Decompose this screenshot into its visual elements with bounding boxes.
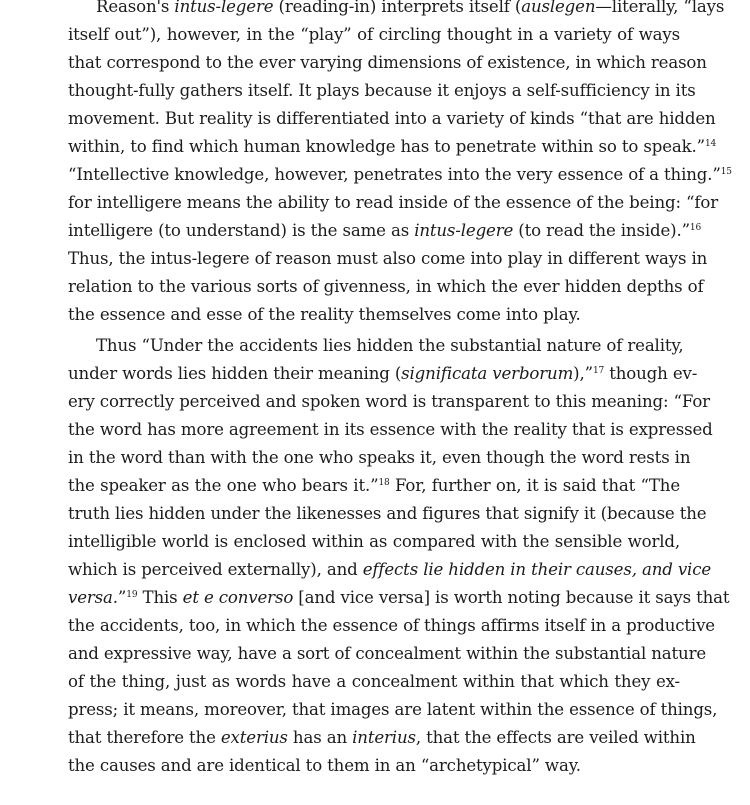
text-line: that therefore the exterius has an interius, that the effects are veiled within xyxy=(68,728,696,747)
text-line: in the word than with the one who speaks it, even though the word rests in xyxy=(68,448,691,467)
text-line: Reason's intus-legere (reading-in) interprets itself (auslegen—literally, “lays xyxy=(96,0,725,16)
text-line: truth lies hidden under the likenesses and figures that signify it (because the xyxy=(68,504,707,523)
footnote-marker: 16 xyxy=(689,223,702,233)
text-line: itself out”), however, in the “play” of circling thought in a variety of ways xyxy=(68,25,680,44)
text-line: intelligere (to understand) is the same as intus-legere (to read the inside).”$^{16}$ xyxy=(68,221,702,240)
footnote-marker: 14 xyxy=(704,139,717,149)
text-line: intelligible world is enclosed within as compared with the sensible world, xyxy=(68,532,680,551)
footnote-marker: 19 xyxy=(126,590,138,600)
text-line: Thus “Under the accidents lies hidden the substantial nature of reality, xyxy=(96,336,684,355)
footnote-marker: 18 xyxy=(378,478,390,488)
text-line: which is perceived externally), and effects lie hidden in their causes, and vice xyxy=(68,560,712,579)
text-line: for intelligere means the ability to read inside of the essence of the being: “for xyxy=(68,193,718,212)
text-line: of the thing, just as words have a concealment within that which they ex- xyxy=(68,672,680,691)
text-line: the causes and are identical to them in an “archetypical” way. xyxy=(68,756,581,775)
text-line: thought-fully gathers itself. It plays because it enjoys a self-sufficiency in its xyxy=(68,81,696,100)
text-line: “Intellective knowledge, however, penetrates into the very essence of a thing.”$^{15}$ xyxy=(68,165,732,184)
text-line: movement. But reality is differentiated into a variety of kinds “that are hidden xyxy=(68,109,716,128)
text-line: relation to the various sorts of givenness, in which the ever hidden depths of xyxy=(68,277,704,296)
footnote-marker: 17 xyxy=(592,366,605,376)
text-line: that correspond to the ever varying dimensions of existence, in which reason xyxy=(68,53,707,72)
footnote-marker: 15 xyxy=(720,167,732,177)
text-line: the accidents, too, in which the essence of things affirms itself in a productive xyxy=(68,616,715,635)
text-line: versa.”$^{19}$ This et e converso [and vice versa] is worth noting because it says that xyxy=(68,588,730,607)
text-line: within, to find which human knowledge has to penetrate within so to speak.”$^{14}$ xyxy=(68,137,717,156)
text-line: the speaker as the one who bears it.”$^{18}$ For, further on, it is said that “The xyxy=(68,476,680,495)
text-line: Thus, the intus-legere of reason must also come into play in different ways in xyxy=(68,249,708,268)
text-line: the word has more agreement in its essence with the reality that is expressed xyxy=(68,420,713,439)
text-line: the essence and esse of the reality themselves come into play. xyxy=(68,305,581,324)
text-line: ery correctly perceived and spoken word is transparent to this meaning: “For xyxy=(68,392,710,411)
text-line: and expressive way, have a sort of concealment within the substantial nature xyxy=(68,644,707,663)
text-line: under words lies hidden their meaning (significata verborum),”$^{17}$ though ev- xyxy=(68,364,698,383)
text-line: press; it means, moreover, that images are latent within the essence of things, xyxy=(68,700,718,719)
